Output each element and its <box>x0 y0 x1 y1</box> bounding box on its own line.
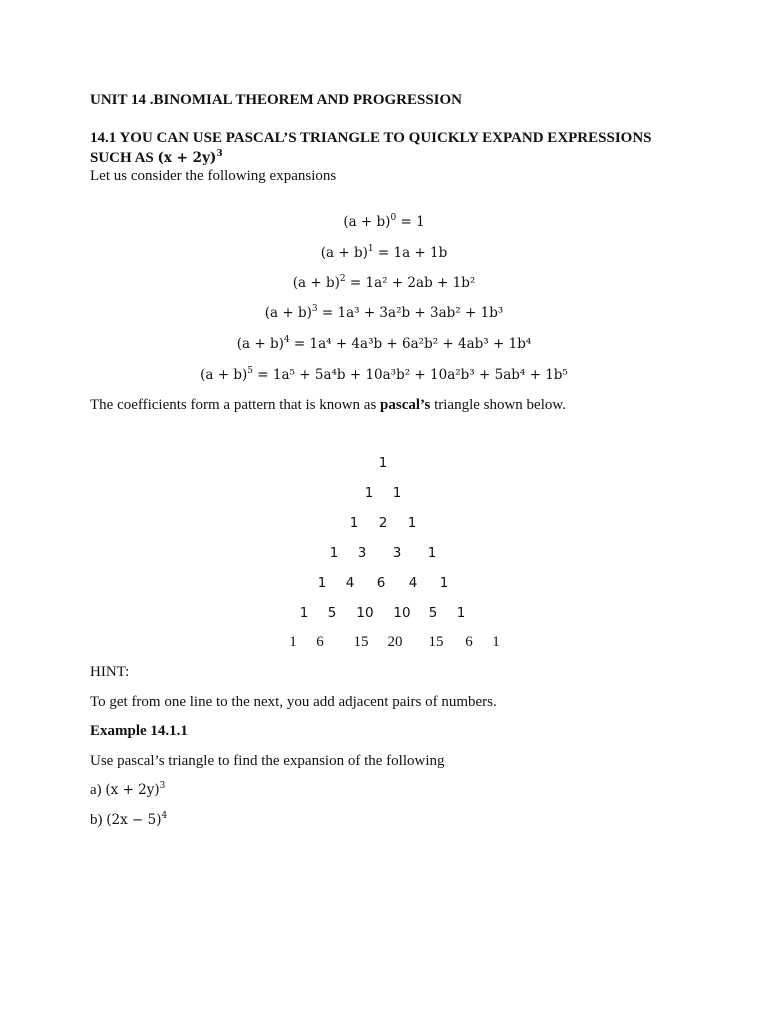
triangle-number: 10 <box>393 605 411 621</box>
triangle-number: 1 <box>456 605 466 621</box>
triangle-number: 1 <box>378 455 388 471</box>
expansion-rhs: = 1a² + 2ab + 1b² <box>345 275 476 291</box>
triangle-number: 1 <box>392 485 402 501</box>
expansion-row <box>0 245 768 261</box>
section-title-line2: SUCH AS $(x + 2y)^3$ <box>90 149 223 166</box>
expansion-power: 4 <box>283 335 290 345</box>
triangle-number: 3 <box>357 545 367 561</box>
expansion-rhs: = 1a⁴ + 4a³b + 6a²b² + 4ab³ + 1b⁴ <box>289 336 532 352</box>
example-part-a: a) $(x + 2y)^3$ <box>90 781 166 798</box>
section-title <box>90 128 652 168</box>
pascal-term: pascal’s <box>380 397 431 413</box>
expansion-rhs: = 1a³ + 3a²b + 3ab² + 1b³ <box>317 305 504 321</box>
expansion-power: 1 <box>367 244 374 254</box>
triangle-number: 4 <box>345 575 355 591</box>
triangle-number: 6 <box>316 634 324 650</box>
triangle-number: 6 <box>376 575 386 591</box>
expansion-lhs: (a + b) <box>200 367 248 383</box>
expansion-rhs: = 1a⁵ + 5a⁴b + 10a³b² + 10a²b³ + 5ab⁴ + 1b⁵ <box>253 367 568 383</box>
expansion-row <box>0 367 768 383</box>
triangle-number: 1 <box>299 605 309 621</box>
expansion-lhs: (a + b) <box>264 305 312 321</box>
triangle-number: 3 <box>392 545 402 561</box>
expansion-row <box>0 336 768 352</box>
expansion-power: 5 <box>247 366 254 376</box>
expansion-power: 0 <box>390 213 397 223</box>
section-title-line1: 14.1 YOU CAN USE PASCAL’S TRIANGLE TO QUICKLY EXPAND EXPRESSIONS <box>90 130 652 146</box>
triangle-number: 4 <box>408 575 418 591</box>
triangle-number: 15 <box>353 634 369 650</box>
expansion-row <box>0 214 768 230</box>
triangle-number: 10 <box>356 605 374 621</box>
expansion-lhs: (a + b) <box>236 336 284 352</box>
expansion-rhs: = 1a + 1b <box>373 245 448 261</box>
expansion-lhs: (a + b) <box>292 275 340 291</box>
expansion-power: 3 <box>311 304 318 314</box>
triangle-number: 1 <box>427 545 437 561</box>
hint-label: HINT: <box>90 664 130 680</box>
triangle-number: 2 <box>378 515 388 531</box>
hint-text: To get from one line to the next, you add adjacent pairs of numbers. <box>90 694 497 710</box>
triangle-number: 1 <box>349 515 359 531</box>
expansion-rhs: = 1 <box>396 214 425 230</box>
expansion-lhs: (a + b) <box>343 214 391 230</box>
intro-text: Let us consider the following expansions <box>90 168 337 184</box>
triangle-number: 1 <box>492 634 500 650</box>
triangle-number: 5 <box>428 605 438 621</box>
expansion-lhs: (a + b) <box>320 245 368 261</box>
expansion-power: 2 <box>339 274 346 284</box>
example-instruction: Use pascal’s triangle to find the expansion of the following <box>90 753 445 769</box>
coefficients-text: The coefficients form a pattern that is known as pascal’s triangle shown below. <box>90 397 566 413</box>
expansion-row <box>0 305 768 321</box>
expansion-row <box>0 275 768 291</box>
example-part-b: b) $(2x - 5)^4$ <box>90 811 168 828</box>
triangle-number: 5 <box>327 605 337 621</box>
triangle-number: 1 <box>289 634 297 650</box>
triangle-number: 1 <box>439 575 449 591</box>
triangle-number: 1 <box>364 485 374 501</box>
triangle-number: 15 <box>428 634 444 650</box>
unit-title: UNIT 14 .BINOMIAL THEOREM AND PROGRESSION <box>90 92 463 108</box>
triangle-number: 6 <box>465 634 473 650</box>
triangle-number: 1 <box>407 515 417 531</box>
section-title-math: $(x + 2y)^3$ <box>157 149 223 166</box>
triangle-number: 1 <box>317 575 327 591</box>
triangle-number: 20 <box>387 634 403 650</box>
triangle-number: 1 <box>329 545 339 561</box>
example-title: Example 14.1.1 <box>90 723 188 739</box>
